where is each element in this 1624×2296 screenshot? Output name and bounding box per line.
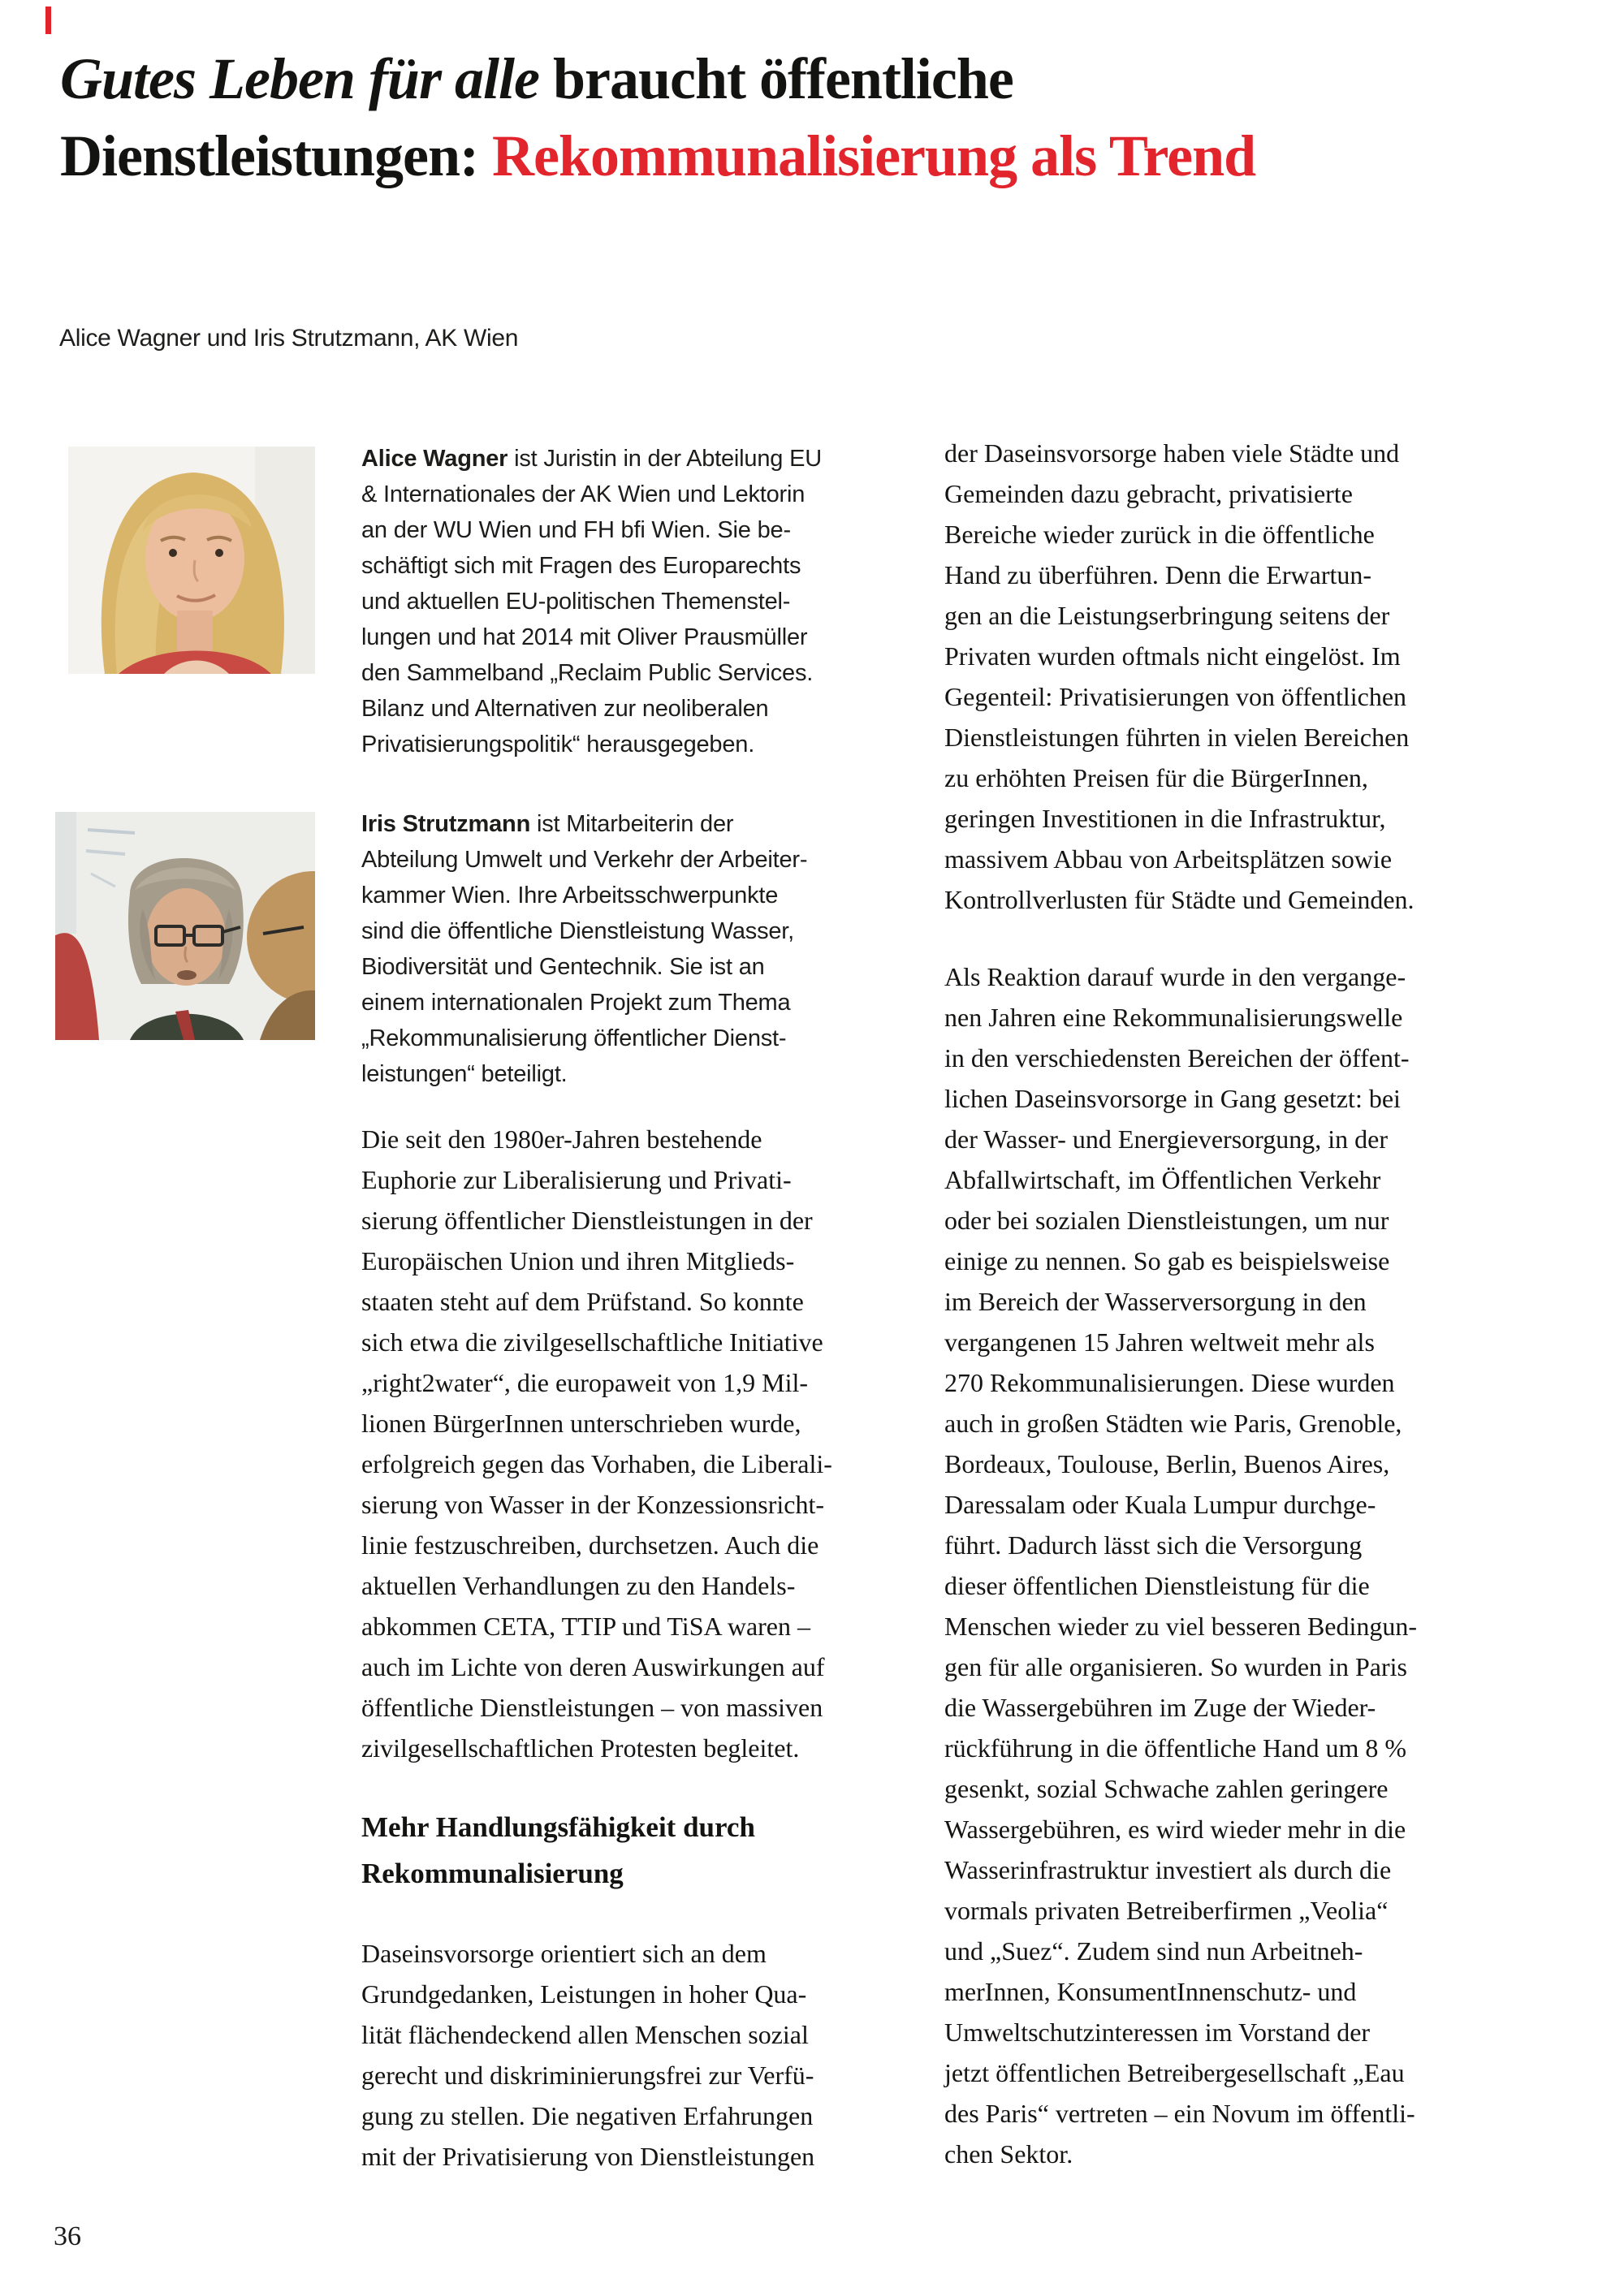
text-line: linie festzuschreiben, durchsetzen. Auch die [361,1530,819,1560]
text-line: Menschen wieder zu viel besseren Bedingun- [944,1612,1418,1641]
byline: Alice Wagner und Iris Strutzmann, AK Wien [59,325,519,352]
text-line: kammer Wien. Ihre Arbeitsschwerpunkte [361,883,779,908]
text-line: lität flächendeckend allen Menschen sozial [361,2020,809,2049]
author-name: Alice Wagner [361,446,508,472]
text-line: der Daseinsvorsorge haben viele Städte und [944,438,1400,468]
text-line: Gemeinden dazu gebracht, privatisierte [944,479,1353,508]
text-line: Rekommunalisierung [361,1858,624,1889]
text-line: Daseinsvorsorge orientiert sich an dem [361,1939,767,1968]
text-line: & Internationales der AK Wien und Lektorin [361,481,806,507]
text-line: schäftigt sich mit Fragen des Europarechts [361,553,801,579]
bio-lines [361,477,930,762]
portrait-illustration [55,812,315,1040]
text-line: Dienstleistungen führten in vielen Bereichen [944,723,1410,752]
text-line: und „Suez“. Zudem sind nun Arbeitneh- [944,1936,1363,1966]
text-line: vormals privaten Betreiberfirmen „Veolia“ [944,1896,1389,1925]
title-red-segment: Rekommunalisierung als Trend [492,123,1256,188]
text-line: lichen Daseinsvorsorge in Gang gesetzt: bei [944,1084,1401,1113]
text-line: Bordeaux, Toulouse, Berlin, Buenos Aires, [944,1449,1390,1478]
text-line: gen für alle organisieren. So wurden in Paris [944,1652,1407,1681]
red-accent-mark [45,6,51,34]
text-line: sind die öffentliche Dienstleistung Wasser, [361,918,795,944]
bio-line [361,806,930,842]
text-line: auch im Lichte von deren Auswirkungen auf [361,1652,825,1681]
column2-paragraph1 [944,433,1415,920]
text-line: dieser öffentlichen Dienstleistung für die [944,1571,1370,1600]
text-line: Mehr Handlungsfähigkeit durch [361,1811,755,1843]
text-line: des Paris“ vertreten – ein Novum im öffentli- [944,2099,1415,2128]
text-line: der Wasser- und Energieversorgung, in der [944,1124,1388,1154]
text-line: zivilgesellschaftlichen Protesten begleitet. [361,1733,800,1763]
text-line: jetzt öffentlichen Betreibergesellschaft „Eau [944,2058,1405,2087]
text-line: Als Reaktion darauf wurde in den vergange- [944,962,1406,991]
text-line: Gegenteil: Privatisierungen von öffentlichen [944,682,1407,711]
text-line: Die seit den 1980er-Jahren bestehende [361,1124,762,1154]
text-line: Abteilung Umwelt und Verkehr der Arbeiter- [361,847,808,873]
author-name: Iris Strutzmann [361,811,531,837]
text-line: Privatisierungspolitik“ herausgegeben. [361,732,755,757]
title-italic-segment: Gutes Leben für alle [60,46,539,111]
text-line: gesenkt, sozial Schwache zahlen geringere [944,1774,1389,1803]
text-line: und aktuellen EU-politischen Themenstel- [361,589,791,615]
text-line: führt. Dadurch lässt sich die Versorgung [944,1530,1363,1560]
column1-subheading [361,1804,755,1897]
portrait-illustration [68,447,315,674]
text-line: staaten steht auf dem Prüfstand. So konnte [361,1287,804,1316]
text-line: „right2water“, die europaweit von 1,9 Mil- [361,1368,809,1397]
text-line: Euphorie zur Liberalisierung und Privati- [361,1165,792,1194]
text-line: massivem Abbau von Arbeitsplätzen sowie [944,844,1393,874]
page-number: 36 [54,2221,81,2251]
text-line: Bereiche wieder zurück in die öffentliche [944,520,1375,549]
text-line: rückführung in die öffentliche Hand um 8 % [944,1733,1407,1763]
text-line: in den verschiedensten Bereichen der öffent- [944,1043,1410,1072]
text-line: auch in großen Städten wie Paris, Grenoble, [944,1409,1402,1438]
text-line: Wasserinfrastruktur investiert als durch die [944,1855,1392,1884]
author-photo-iris-strutzmann [55,812,315,1040]
bio-line [361,441,930,477]
text-line: leistungen“ beteiligt. [361,1061,568,1087]
column1-paragraph2 [361,1933,814,2177]
text-line: merInnen, KonsumentInnenschutz- und [944,1977,1357,2006]
bio-text: ist Juristin in der Abteilung EU [508,446,822,472]
text-line: „Rekommunalisierung öffentlicher Dienst- [361,1025,787,1051]
text-line: nen Jahren eine Rekommunalisierungswelle [944,1003,1403,1032]
text-line: Abfallwirtschaft, im Öffentlichen Verkehr [944,1165,1381,1194]
text-line: sierung von Wasser in der Konzessionsricht- [361,1490,825,1519]
text-line: Umweltschutzinteressen im Vorstand der [944,2018,1371,2047]
text-line: sich etwa die zivilgesellschaftliche Initiative [361,1327,823,1357]
text-line: lungen und hat 2014 mit Oliver Prausmüller [361,624,808,650]
text-line: Wassergebühren, es wird wieder mehr in die [944,1815,1406,1844]
text-line: Privaten wurden oftmals nicht eingelöst. Im [944,641,1401,671]
text-line: vergangenen 15 Jahren weltweit mehr als [944,1327,1375,1357]
text-line: Daressalam oder Kuala Lumpur durchge- [944,1490,1376,1519]
author-photo-alice-wagner [68,447,315,674]
text-line: erfolgreich gegen das Vorhaben, die Liberali- [361,1449,832,1478]
text-line: abkommen CETA, TTIP und TiSA waren – [361,1612,810,1641]
text-line: gung zu stellen. Die negativen Erfahrungen [361,2101,814,2130]
text-line: lionen BürgerInnen unterschrieben wurde, [361,1409,801,1438]
text-line: aktuellen Verhandlungen zu den Handels- [361,1571,796,1600]
text-line: gerecht und diskriminierungsfrei zur Verfü- [361,2061,814,2090]
column1-paragraph1 [361,1119,832,1768]
text-line: zu erhöhten Preisen für die BürgerInnen, [944,763,1368,792]
text-line: Europäischen Union und ihren Mitglieds- [361,1246,795,1275]
text-line: einige zu nennen. So gab es beispielsweise [944,1246,1390,1275]
text-line: mit der Privatisierung von Dienstleistungen [361,2142,815,2171]
bio-lines [361,842,930,1092]
text-line: den Sammelband „Reclaim Public Services. [361,660,814,686]
bio-text: ist Mitarbeiterin der [530,811,734,837]
text-line: Biodiversität und Gentechnik. Sie ist an [361,954,765,980]
column2-paragraph2 [944,956,1417,2174]
text-line: im Bereich der Wasserversorgung in den [944,1287,1367,1316]
text-line: öffentliche Dienstleistungen – von massiven [361,1693,823,1722]
author-bio-alice-wagner [361,441,930,762]
title-black-segment: braucht öffentliche [538,46,1013,111]
title-line-1 [60,41,1255,118]
text-line: chen Sektor. [944,2139,1073,2169]
author-bio-iris-strutzmann [361,806,930,1092]
text-line: an der WU Wien und FH bfi Wien. Sie be- [361,517,791,543]
title-black-segment-2: Dienstleistungen: [60,123,493,188]
text-line: Hand zu überführen. Denn die Erwartun- [944,560,1372,589]
text-line: oder bei sozialen Dienstleistungen, um nur [944,1206,1389,1235]
text-line: Grundgedanken, Leistungen in hoher Qua- [361,1979,807,2009]
article-title [60,41,1255,195]
title-line-2 [60,118,1255,195]
text-line: Kontrollverlusten für Städte und Gemeinden. [944,885,1415,914]
text-line: Bilanz und Alternativen zur neoliberalen [361,696,769,722]
text-line: gen an die Leistungserbringung seitens der [944,601,1390,630]
text-line: die Wassergebühren im Zuge der Wieder- [944,1693,1376,1722]
text-line: einem internationalen Projekt zum Thema [361,990,791,1016]
text-line: sierung öffentlicher Dienstleistungen in der [361,1206,813,1235]
text-line: 270 Rekommunalisierungen. Diese wurden [944,1368,1395,1397]
text-line: geringen Investitionen in die Infrastruktur, [944,804,1386,833]
